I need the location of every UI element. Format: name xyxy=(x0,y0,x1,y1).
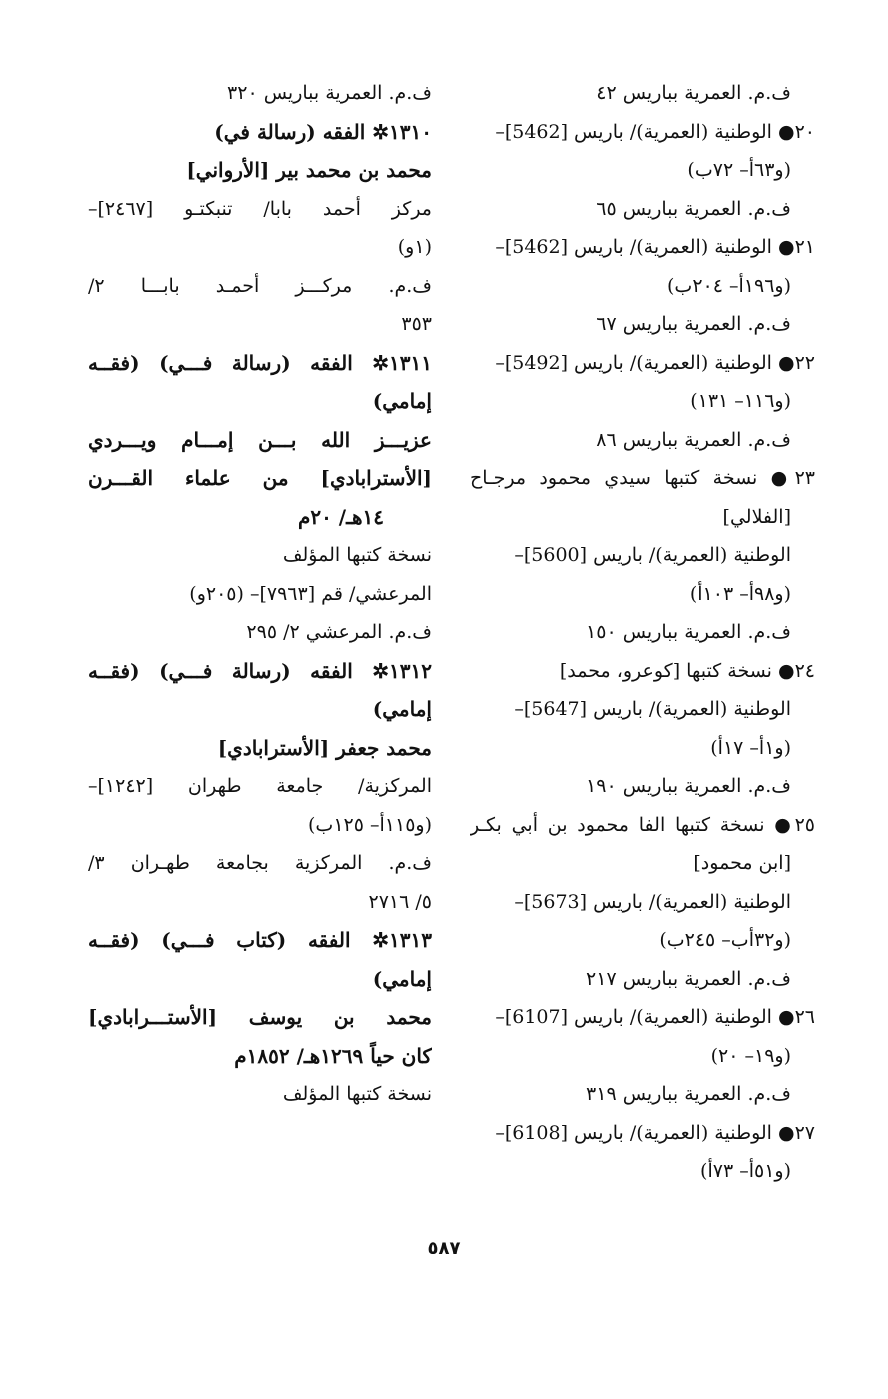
right-column-line: (و١٩٦أ– ٢٠٤ب) xyxy=(667,274,791,297)
right-column-line: ٢١● الوطنية (العمرية)/ باريس [5462]– xyxy=(495,236,815,258)
left-column-line: محمد بن محمد بير [الأرواني] xyxy=(186,158,432,182)
left-column-line: ١٣١٣✲ الفقه (كتاب فـــي) (فقــه xyxy=(88,928,432,952)
right-column-line: الوطنية (العمرية)/ باريس [5647]– xyxy=(514,698,791,720)
left-column-line: (١و) xyxy=(397,236,432,258)
left-column-line: مركز أحمد بابا/ تنبكتـو [٢٤٦٧]– xyxy=(88,197,432,220)
right-column-line: [الفلالي] xyxy=(722,505,791,528)
right-column-line: ف.م. العمرية بباريس ٤٢ xyxy=(596,82,791,104)
left-column-line: نسخة كتبها المؤلف xyxy=(282,1083,432,1105)
right-column xyxy=(470,74,815,1191)
left-column-line: ٥/ ٢٧١٦ xyxy=(368,890,432,913)
right-column-line: (و٦٣أ– ٧٢ب) xyxy=(687,159,791,181)
left-column-line: ١٣١٠✲ الفقه (رسالة في) xyxy=(214,119,432,144)
left-column-line: ٣٥٣ xyxy=(401,313,432,335)
right-column-line: ف.م. العمرية بباريس ٨٦ xyxy=(596,428,791,451)
left-column-line: ١٤هـ/ ٢٠م xyxy=(297,504,384,529)
left-column-line: إمامي) xyxy=(372,389,432,413)
right-column-line: (و٣٢أب– ٢٤٥ب) xyxy=(659,929,791,951)
right-column-line: ف.م. العمرية بباريس ٣١٩ xyxy=(586,1083,791,1105)
right-column-line: (و١٩– ٢٠) xyxy=(710,1044,791,1067)
left-column-line: المرعشي/ قم [٧٩٦٣]– (٢٠٥و) xyxy=(189,582,432,605)
left-column-line: ١٣١٢✲ الفقه (رسالة فـــي) (فقــه xyxy=(88,658,432,683)
right-column-line: (و١أ– ١٧أ) xyxy=(710,736,791,759)
right-column-line: الوطنية (العمرية)/ باريس [5673]– xyxy=(514,890,791,913)
right-column-line: ف.م. العمرية بباريس ٢١٧ xyxy=(586,967,791,990)
right-column-line: ٢٢● الوطنية (العمرية)/ باريس [5492]– xyxy=(495,351,815,374)
right-column-line: [ابن محمود] xyxy=(693,852,791,874)
right-column-line: ٢٣● نسخة كتبها سيدي محمود مرجـاح xyxy=(470,467,815,489)
left-column-line: ف.م. مركـــز أحمـد بابـــا ٢/ xyxy=(88,274,432,297)
left-column-line: إمامي) xyxy=(372,697,432,721)
right-column-line: (و١١٦– ١٣١) xyxy=(690,390,791,412)
right-column-line: ف.م. العمرية بباريس ٦٧ xyxy=(596,313,791,335)
right-column-line: ف.م. العمرية بباريس ٦٥ xyxy=(596,197,791,220)
left-column-line: محمد بن يوسف [الأستـــرابادي] xyxy=(88,1005,432,1029)
right-column-line: ٢٦● الوطنية (العمرية)/ باريس [6107]– xyxy=(495,1006,815,1028)
left-column-line: المركزية/ جامعة طهران [١٢٤٢]– xyxy=(88,775,432,797)
left-column-line: ف.م. المركزية بجامعة طهـران ٣/ xyxy=(88,852,432,874)
left-column-line: إمامي) xyxy=(372,966,432,991)
right-column-line: (و٩٨أ– ١٠٣أ) xyxy=(689,582,791,605)
left-column-line: ف.م. العمرية بباريس ٣٢٠ xyxy=(227,82,432,104)
page-number: ٥٨٧ xyxy=(427,1238,461,1259)
left-column-line: كان حياً ١٢٦٩هـ/ ١٨٥٢م xyxy=(234,1043,432,1068)
right-column-line: ف.م. العمرية بباريس ١٩٠ xyxy=(586,775,791,797)
left-column xyxy=(88,74,432,1114)
left-column-line: ١٣١١✲ الفقه (رسالة فـــي) (فقــه xyxy=(88,350,432,375)
left-column-line: نسخة كتبها المؤلف xyxy=(282,544,432,566)
right-column-line: ٢٧● الوطنية (العمرية)/ باريس [6108]– xyxy=(495,1121,815,1144)
right-column-line: ف.م. العمرية بباريس ١٥٠ xyxy=(586,621,791,643)
right-column-line: (و٥١أ– ٧٣أ) xyxy=(700,1160,791,1182)
left-column-line: (و١١٥أ– ١٢٥ب) xyxy=(308,813,432,836)
left-column-line: عزيـــز الله بـــن إمـــام ويـــردي xyxy=(88,427,432,452)
left-column-line: [الأسترابادي] من علماء القـــرن xyxy=(88,466,432,490)
right-column-line: الوطنية (العمرية)/ باريس [5600]– xyxy=(514,544,791,566)
right-column-line: ٢٤● نسخة كتبها [كوعرو، محمد] xyxy=(559,659,815,682)
left-column-line: محمد جعفر [الأسترابادي] xyxy=(217,735,432,760)
right-column-line: ٢٠● الوطنية (العمرية)/ باريس [5462]– xyxy=(495,120,815,143)
left-column-line: ف.م. المرعشي ٢/ ٢٩٥ xyxy=(246,621,432,643)
right-column-line: ٢٥● نسخة كتبها الفا محمود بن أبي بكـر xyxy=(470,813,815,836)
